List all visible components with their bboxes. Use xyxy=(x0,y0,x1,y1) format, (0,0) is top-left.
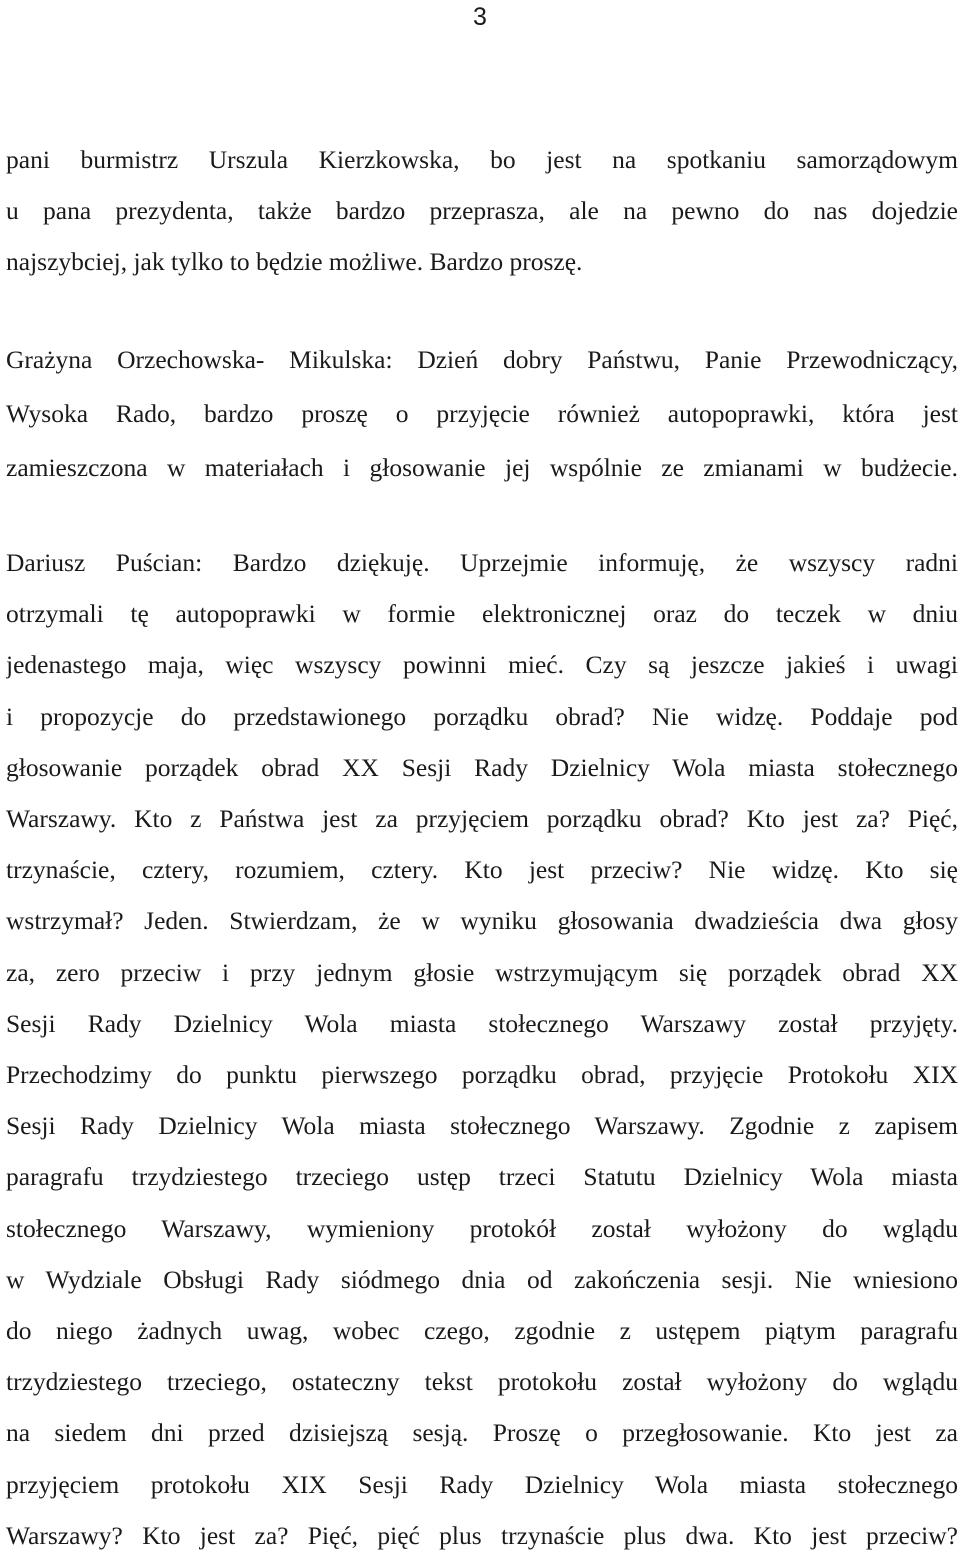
text-line: na siedem dni przed dzisiejszą sesją. Proszę o przegłosowanie. Kto jest za xyxy=(6,1418,958,1448)
paragraph-intro xyxy=(6,134,958,287)
text-line: Sesji Rady Dzielnicy Wola miasta stołecznego Warszawy został przyjęty. xyxy=(6,1008,958,1038)
text-line: w Wydziale Obsługi Rady siódmego dnia od zakończenia sesji. Nie wniesiono xyxy=(6,1264,958,1294)
text-line: do niego żadnych uwag, wobec czego, zgodnie z ustępem piątym paragrafu xyxy=(6,1316,958,1346)
text-line: najszybciej, jak tylko to będzie możliwe. Bardzo proszę. xyxy=(6,247,583,276)
text-line: Dariusz Puścian: Bardzo dziękuję. Uprzejmie informuję, że wszyscy radni xyxy=(6,548,958,577)
text-line: zamieszczona w materiałach i głosowanie jej wspólnie ze zmianami w budżecie. xyxy=(6,453,958,482)
text-line: Wysoka Rado, bardzo proszę o przyjęcie również autopoprawki, która jest xyxy=(6,399,958,428)
text-line: trzydziestego trzeciego, ostateczny tekst protokołu został wyłożony do wglądu xyxy=(6,1367,958,1397)
text-line: trzynaście, cztery, rozumiem, cztery. Kto jest przeciw? Nie widzę. Kto się xyxy=(6,855,958,885)
text-line: paragrafu trzydziestego trzeciego ustęp trzeci Statutu Dzielnicy Wola miasta xyxy=(6,1162,958,1192)
text-line: u pana prezydenta, także bardzo przeprasza, ale na pewno do nas dojedzie xyxy=(6,196,958,225)
text-line: wstrzymał? Jeden. Stwierdzam, że w wyniku głosowania dwadzieścia dwa głosy xyxy=(6,906,958,936)
text-line: Warszawy? Kto jest za? Pięć, pięć plus trzynaście plus dwa. Kto jest przeciw? xyxy=(6,1520,958,1550)
text-line: za, zero przeciw i przy jednym głosie wstrzymującym się porządek obrad XX xyxy=(6,957,958,987)
page-number: 3 xyxy=(473,3,487,31)
text-line: Grażyna Orzechowska- Mikulska: Dzień dobry Państwu, Panie Przewodniczący, xyxy=(6,345,958,374)
text-line: Warszawy. Kto z Państwa jest za przyjęciem porządku obrad? Kto jest za? Pięć, xyxy=(6,804,958,834)
text-line: przyjęciem protokołu XIX Sesji Rady Dzielnicy Wola miasta stołecznego xyxy=(6,1469,958,1499)
text-line: głosowanie porządek obrad XX Sesji Rady Dzielnicy Wola miasta stołecznego xyxy=(6,752,958,782)
text-line: Przechodzimy do punktu pierwszego porządku obrad, przyjęcie Protokołu XIX xyxy=(6,1060,958,1090)
text-line: i propozycje do przedstawionego porządku obrad? Nie widzę. Poddaje pod xyxy=(6,701,958,731)
text-line: Sesji Rady Dzielnicy Wola miasta stołecznego Warszawy. Zgodnie z zapisem xyxy=(6,1111,958,1141)
paragraph-puscian xyxy=(6,537,958,1561)
text-line: pani burmistrz Urszula Kierzkowska, bo jest na spotkaniu samorządowym xyxy=(6,145,958,174)
paragraph-orzechowska xyxy=(6,333,958,495)
text-line: jedenastego maja, więc wszyscy powinni mieć. Czy są jeszcze jakieś i uwagi xyxy=(6,650,958,680)
text-line: stołecznego Warszawy, wymieniony protokół został wyłożony do wglądu xyxy=(6,1213,958,1243)
text-line: otrzymali tę autopoprawki w formie elektronicznej oraz do teczek w dniu xyxy=(6,599,958,629)
